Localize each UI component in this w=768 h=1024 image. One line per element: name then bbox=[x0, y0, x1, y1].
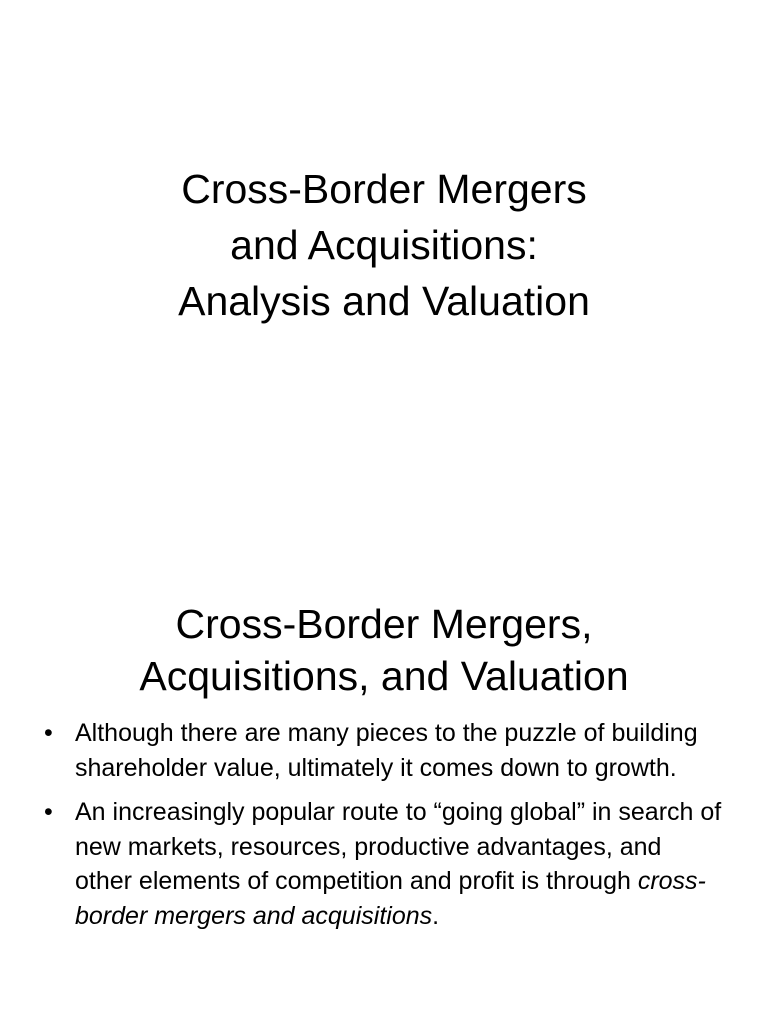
bullet-list bbox=[44, 716, 724, 943]
title-line-2: and Acquisitions: bbox=[230, 222, 538, 268]
bullet-icon: • bbox=[44, 798, 53, 826]
slide-content-page bbox=[0, 512, 768, 1024]
title-line-3: Analysis and Valuation bbox=[178, 278, 590, 324]
heading-line-2: Acquisitions, and Valuation bbox=[139, 653, 629, 699]
slide-heading bbox=[0, 598, 768, 702]
bullet-text-end: . bbox=[432, 901, 440, 930]
bullet-item bbox=[44, 716, 724, 785]
heading-line-1: Cross-Border Mergers, bbox=[175, 601, 593, 647]
bullet-text: Although there are many pieces to the puzzle of building shareholder value, ultimately it comes down to growth. bbox=[75, 719, 698, 782]
bullet-text-start: An increasingly popular route to “going global” in search of new markets, resources, productive advantages, and other elements of competition and profit is through bbox=[75, 798, 722, 895]
bullet-item bbox=[44, 795, 724, 933]
title-line-1: Cross-Border Mergers bbox=[181, 166, 587, 212]
bullet-text-emphasis: cross-border mergers and acquisitions bbox=[75, 867, 706, 930]
presentation-title bbox=[0, 161, 768, 329]
bullet-icon: • bbox=[44, 719, 53, 747]
